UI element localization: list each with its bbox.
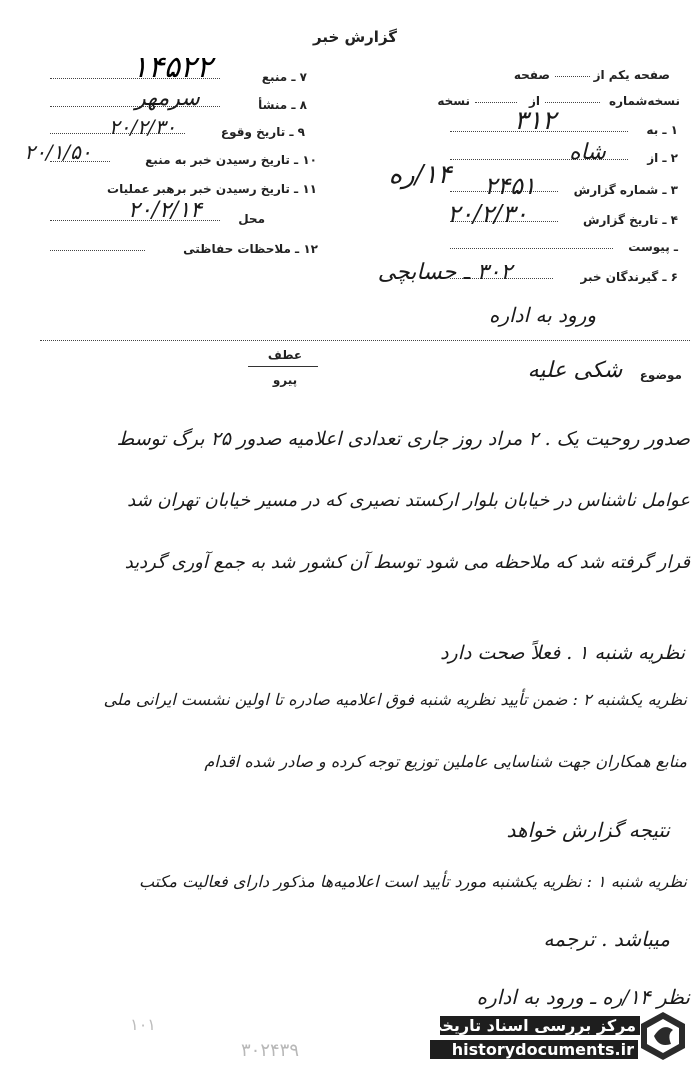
handwritten-report-number-extra: ۱۴/ره bbox=[388, 160, 452, 190]
body-line: نظریه شنبه ۱ : نظریه یکشنبه مورد تأیید است اعلامیه‌ها مذکور دارای فعالیت مکتب bbox=[139, 872, 687, 891]
label-subject: موضوع bbox=[639, 368, 682, 382]
handwritten-report-date: ۲۰/۲/۳۰ bbox=[447, 200, 528, 228]
field-label-page: صفحه یکم از bbox=[593, 68, 670, 82]
field-label-origin: ۸ ـ منشأ bbox=[258, 98, 307, 112]
handwritten-arrival-source-date: ۲۰/۱/۵۰ bbox=[24, 140, 92, 164]
body-line: نظر ۱۴/ره ـ ورود به اداره bbox=[476, 985, 690, 1009]
handwritten-subject: شکی علیه bbox=[527, 358, 623, 383]
body-line: منابع همکاران جهت شناسایی عاملین توزیع توجه کرده و صادر شده اقدام bbox=[204, 752, 687, 771]
body-line: عوامل ناشناس در خیابان بلوار ارکستد نصیری که در مسیر خیابان تهران شد bbox=[127, 490, 690, 511]
field-label-occurrence-date: ۹ ـ تاریخ وقوع bbox=[220, 125, 305, 139]
stamp-number: ۳۰۲۴۳۹ bbox=[240, 1040, 299, 1061]
handwritten-recipients: ۳۰۲ ـ حسابچی bbox=[377, 260, 513, 285]
body-line: نظریه شنبه ۱ . فعلاً صحت دارد bbox=[440, 642, 685, 664]
dotted-line bbox=[475, 102, 517, 103]
handwritten-number: ۱۴۵۲۲ bbox=[131, 50, 213, 85]
field-label-recipients: ۶ ـ گیرندگان خبر bbox=[580, 270, 678, 284]
dotted-line bbox=[545, 102, 600, 103]
body-line: صدور روحیت یک . ۲ مراد روز جاری تعدادی اعلامیه صدور ۲۵ برگ توسط bbox=[116, 428, 690, 450]
body-line: میباشد . ترجمه bbox=[543, 927, 670, 951]
body-line: قرار گرفته شد که ملاحظه می شود توسط آن کشور شد به جمع آوری گردید bbox=[124, 552, 690, 573]
field-label-report-date: ۴ ـ تاریخ گزارش bbox=[582, 213, 678, 227]
dotted-line bbox=[555, 76, 590, 77]
field-label-to: ۱ ـ به bbox=[646, 123, 678, 137]
handwritten-arrival-ops-date: ۲۰/۲/۱۴ bbox=[128, 198, 202, 223]
separator-line bbox=[40, 340, 690, 341]
watermark-url: historydocuments.ir bbox=[430, 1040, 638, 1059]
body-line: نظریه یکشنبه ۲ : ضمن تأیید نظریه شنبه فوق اعلامیه صادره تا اولین نشست ایرانی ملی bbox=[103, 690, 687, 709]
field-label-security-notes: ۱۲ ـ ملاحظات حفاظتی bbox=[183, 242, 318, 256]
field-label-arrival-ops-date: ۱۱ ـ تاریخ رسیدن خبر برهبر عملیات bbox=[107, 182, 317, 196]
field-label-page-suffix: صفحه bbox=[513, 68, 550, 82]
field-label-copy-number: نسخه‌شماره bbox=[609, 94, 680, 108]
handwritten-occurrence-date: ۲۰/۲/۳۰ bbox=[108, 115, 177, 139]
atf-divider bbox=[248, 366, 318, 367]
field-label-location: محل bbox=[238, 212, 265, 226]
body-line: نتیجه گزارش خواهد bbox=[506, 818, 670, 842]
handwritten-to: ۳۱۲ bbox=[514, 106, 556, 136]
form-title: گزارش خبر bbox=[312, 28, 398, 46]
field-label-from: ۲ ـ از bbox=[647, 151, 678, 165]
handwritten-source: سرمهر bbox=[135, 86, 200, 111]
field-label-source: ۷ ـ منبع bbox=[261, 70, 307, 84]
field-label-report-number: ۳ ـ شماره گزارش bbox=[573, 183, 678, 197]
dotted-line bbox=[50, 250, 145, 251]
watermark-title: مرکز بررسی اسناد تاریخی bbox=[440, 1016, 640, 1035]
handwritten-from: شاه bbox=[569, 140, 606, 165]
watermark-logo-icon bbox=[637, 1010, 689, 1062]
handwritten-report-number: ۲۴۵۱ bbox=[484, 172, 536, 200]
stamp-small-number: ۱۰۱ bbox=[130, 1015, 156, 1034]
handwritten-recipients-note: ورود به اداره bbox=[488, 303, 597, 327]
field-label-of: از bbox=[528, 94, 540, 108]
label-peyro: پیرو bbox=[272, 373, 298, 387]
dotted-line bbox=[450, 248, 613, 249]
field-label-arrival-source-date: ۱۰ ـ تاریخ رسیدن خبر به منبع bbox=[145, 153, 317, 167]
field-label-attachment: ـ پیوست bbox=[628, 240, 678, 254]
label-atf: عطف bbox=[267, 348, 303, 362]
field-label-copy: نسخه bbox=[437, 94, 470, 108]
